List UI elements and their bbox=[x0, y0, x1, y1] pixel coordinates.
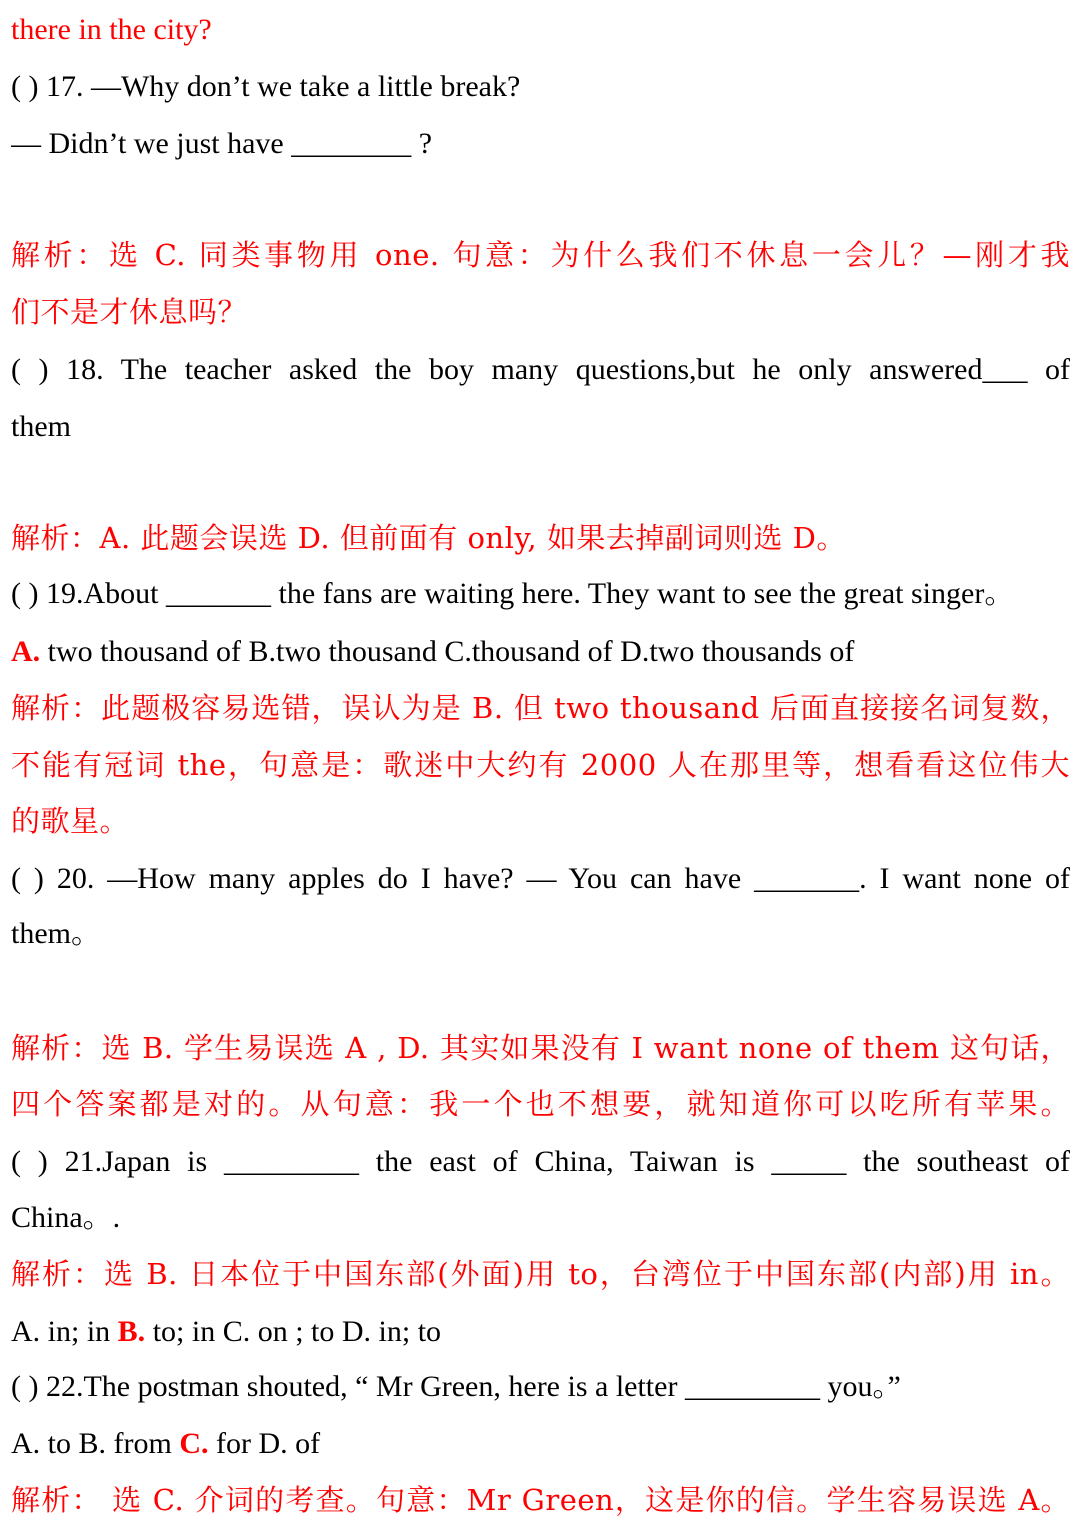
q16-tail: there in the city? bbox=[11, 13, 212, 46]
q18-explanation-line1: 解析：A. 此题会误选 D. 但前面有 only, 如果去掉副词则选 D。 bbox=[11, 521, 846, 555]
q19-stem: ( ) 19.About _______ the fans are waiting here. They want to see the great singer。 bbox=[11, 577, 1015, 610]
q17-explanation-line2: 们不是才休息吗？ bbox=[11, 295, 248, 329]
q19-options bbox=[11, 632, 1070, 672]
q19-explanation-line1: 解析：此题极容易选错，误认为是 B. 但 two thousand 后面直接接名词复数， bbox=[11, 691, 1070, 725]
q18-options bbox=[11, 463, 1070, 503]
q22-options bbox=[11, 1424, 1070, 1464]
q19-options-text: two thousand of B.two thousand C.thousand of D.two thousands of bbox=[40, 635, 855, 668]
q22-explanation-line1: 解析： 选 C. 介词的考查。句意：Mr Green，这是你的信。学生容易误选 A。 bbox=[11, 1483, 1070, 1517]
q20-stem: ( ) 20. —How many apples do I have? — You can have _______. I want none of bbox=[11, 862, 1070, 895]
q19-explanation-line3: 的歌星。 bbox=[11, 804, 130, 838]
q22-stem: ( ) 22.The postman shouted, “ Mr Green, here is a letter _________ you。” bbox=[11, 1370, 901, 1403]
q17-line2: — Didn’t we just have ________ ? bbox=[11, 127, 433, 160]
q21-answer-letter: B. bbox=[117, 1315, 146, 1348]
q17-explanation-line1: 解析：选 C. 同类事物用 one. 句意：为什么我们不休息一会儿？—刚才我 bbox=[11, 238, 1070, 272]
q17-options bbox=[11, 180, 1070, 220]
q21-options bbox=[11, 1312, 1070, 1352]
q21-line2: China。. bbox=[11, 1201, 121, 1234]
q22-option-ab: A. to B. from bbox=[11, 1427, 180, 1460]
q19-answer-letter: A. bbox=[11, 635, 41, 668]
q22-answer-letter: C. bbox=[179, 1427, 209, 1460]
q18-line2: them bbox=[11, 410, 71, 443]
q20-explanation-line1: 解析：选 B. 学生易误选 A , D. 其实如果没有 I want none of them 这句话， bbox=[11, 1031, 1070, 1065]
q19-explanation-line2: 不能有冠词 the，句意是：歌迷中大约有 2000 人在那里等，想看看这位伟大 bbox=[11, 748, 1070, 782]
q20-line2: them。 bbox=[11, 917, 101, 950]
q20-options bbox=[11, 972, 1070, 1012]
q21-explanation-line1: 解析：选 B. 日本位于中国东部(外面)用 to，台湾位于中国东部(内部)用 in。 bbox=[11, 1257, 1070, 1291]
q22-options-rest: for D. of bbox=[208, 1427, 321, 1460]
q21-stem: ( ) 21.Japan is _________ the east of China, Taiwan is _____ the southeast of bbox=[11, 1145, 1070, 1178]
q21-options-rest: to; in C. on ; to D. in; to bbox=[145, 1315, 442, 1348]
q20-explanation-line2: 四个答案都是对的。从句意：我一个也不想要，就知道你可以吃所有苹果。 bbox=[11, 1087, 1070, 1121]
q18-stem: ( ) 18. The teacher asked the boy many questions,but he only answered___ of bbox=[11, 353, 1070, 386]
q17-stem: ( ) 17. —Why don’t we take a little break? bbox=[11, 70, 521, 103]
q21-option-a: A. in; in bbox=[11, 1315, 118, 1348]
